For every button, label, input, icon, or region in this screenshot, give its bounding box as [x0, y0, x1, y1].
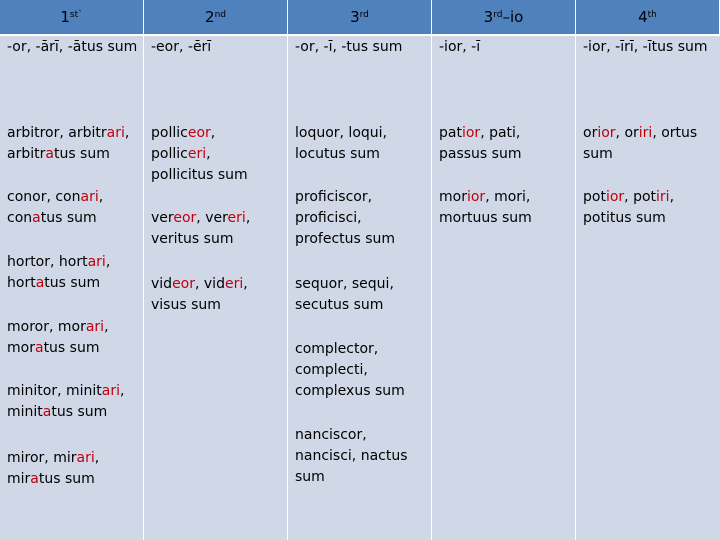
verb-sequor: sequor, sequi, secutus sum: [295, 276, 394, 313]
header-3rd-io: 3 $^{rd}$ –io: [432, 0, 576, 36]
verb-loquor: loquor, loqui, locutus sum: [295, 125, 387, 162]
verb-nanciscor: nanciscor, nancisci, nactus sum: [295, 427, 408, 485]
verb-arbitror: arbitror, arbitrari, arbitratus sum: [7, 125, 130, 162]
verb-potior: potior, potiri, potitus sum: [583, 189, 675, 226]
ending-1st: -or, -ārī, -ātus sum: [7, 39, 138, 55]
header-1st: 1 $^{st`}$: [0, 0, 144, 36]
verb-moror: moror, morari, moratus sum: [7, 319, 109, 356]
verb-minitor: minitor, minitari, minitatus sum: [7, 383, 125, 420]
header-4th: 4 $^{th}$: [576, 0, 720, 36]
column-2nd: [144, 36, 288, 540]
header-2nd: 2 $^{nd}$: [144, 0, 288, 36]
verb-complector: complector, complecti, complexus sum: [295, 341, 405, 399]
verb-hortor: hortor, hortari, hortatus sum: [7, 254, 111, 291]
column-4th: [576, 36, 720, 540]
ending-3rd: -or, -ī, -tus sum: [295, 39, 403, 55]
verb-videor: videor, videri, visus sum: [151, 276, 248, 313]
column-1st: [0, 36, 144, 540]
ending-2nd: -eor, -ērī: [151, 39, 212, 55]
verb-polliceor: polliceor, polliceri, pollicitus sum: [151, 125, 248, 183]
verb-orior: orior, oriri, ortus sum: [583, 125, 698, 162]
verb-conor: conor, conari, conatus sum: [7, 189, 104, 226]
verb-proficiscor: proficiscor, proficisci, profectus sum: [295, 189, 396, 247]
ending-4th: -ior, -īrī, -ītus sum: [583, 39, 708, 55]
verb-miror: miror, mirari, miratus sum: [7, 450, 100, 487]
column-3rd-io: [432, 36, 576, 540]
verb-morior: morior, mori, mortuus sum: [439, 189, 532, 226]
verb-patior: patior, pati, passus sum: [439, 125, 522, 162]
column-3rd: [288, 36, 432, 540]
header-3rd: 3 $^{rd}$: [288, 0, 432, 36]
verb-vereor: vereor, vereri, veritus sum: [151, 210, 251, 247]
ending-3rd-io: -ior, -ī: [439, 39, 481, 55]
